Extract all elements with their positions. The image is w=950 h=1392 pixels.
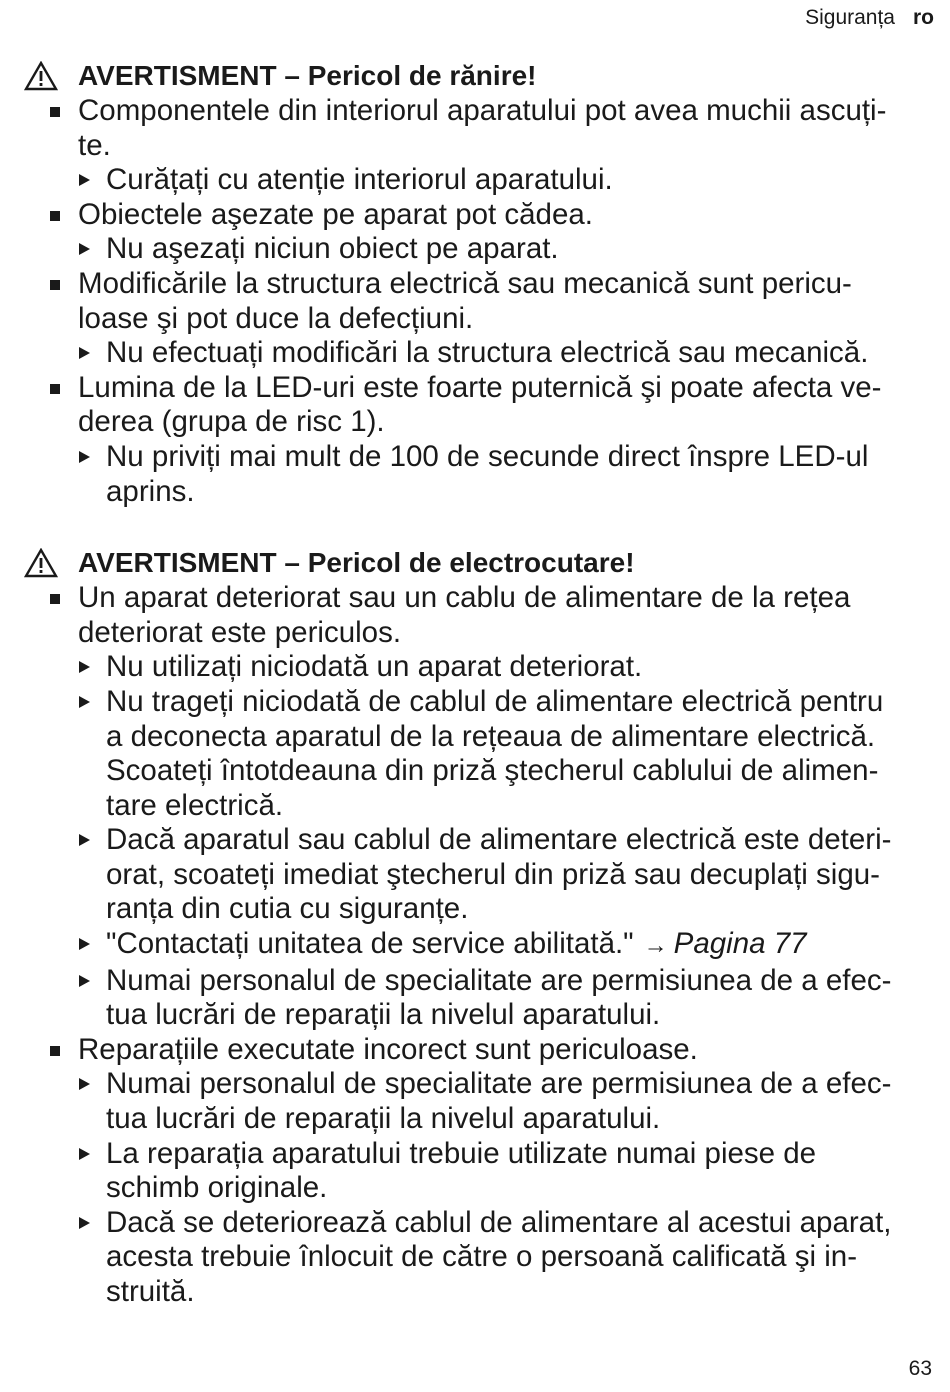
line-text: Componentele din interiorul aparatului pot avea muchii ascuți- (78, 94, 887, 127)
text-line (106, 1067, 937, 1102)
line-text: Nu utilizați niciodată un aparat deteriorat. (106, 650, 643, 684)
text-line (106, 163, 937, 198)
line-text: a deconecta aparatul de la rețeaua de alimentare electrică. (106, 719, 876, 753)
reference-arrow-icon: → (643, 932, 668, 960)
instruction-step-item (22, 650, 937, 685)
triangle-arrow-icon (79, 975, 90, 987)
square-bullet-icon (50, 107, 60, 117)
instruction-step-item (22, 163, 937, 198)
line-text: Curățați cu atenție interiorul aparatului. (106, 163, 613, 197)
line-text: tua lucrări de reparații la nivelul aparatului. (106, 1102, 661, 1136)
line-text: "Contactați unitatea de service abilitată." (106, 927, 634, 961)
square-bullet-icon (50, 1046, 60, 1056)
line-text: Lumina de la LED-uri este foarte puternică şi poate afecta ve- (78, 370, 882, 404)
text-line (78, 1033, 937, 1068)
text-line (106, 440, 937, 475)
text-line (78, 129, 937, 164)
square-bullet-icon (50, 384, 60, 394)
triangle-arrow-icon (79, 661, 90, 673)
square-bullet-icon (50, 280, 60, 290)
line-text: te. (78, 128, 111, 162)
text-line (78, 405, 937, 440)
text-line (106, 964, 937, 999)
line-text: Numai personalul de specialitate are permisiunea de a efec- (106, 963, 892, 997)
text-line (106, 754, 937, 789)
line-text: derea (grupa de risc 1). (78, 405, 385, 439)
triangle-arrow-icon (79, 938, 90, 950)
line-text: Dacă se deteriorează cablul de alimentare al acestui aparat, (106, 1205, 892, 1239)
text-line (106, 720, 937, 755)
text-line (78, 302, 937, 337)
line-text: orat, scoateți imediat ştecherul din priză sau decuplați sigu- (106, 857, 880, 891)
document-body (22, 58, 937, 1310)
instruction-step-item (22, 1067, 937, 1136)
text-line (78, 616, 937, 651)
triangle-arrow-icon (79, 834, 90, 846)
line-text: tua lucrări de reparații la nivelul aparatului. (106, 998, 661, 1032)
triangle-arrow-icon (79, 696, 90, 708)
page-reference-link[interactable]: Pagina 77 (673, 927, 807, 961)
text-line (106, 650, 937, 685)
text-line (106, 336, 937, 371)
line-text: aprins. (106, 474, 195, 508)
text-line (106, 232, 937, 267)
text-line (106, 1171, 937, 1206)
header-language-code: ro (913, 6, 934, 29)
text-line (106, 1240, 937, 1275)
triangle-arrow-icon (79, 1217, 90, 1229)
line-text: acesta trebuie înlocuit de către o persoană calificată şi in- (106, 1240, 858, 1274)
line-text: Reparațiile executate incorect sunt periculoase. (78, 1032, 698, 1066)
instruction-step-item (22, 1206, 937, 1310)
line-text: struită. (106, 1275, 195, 1308)
hazard-bullet-item (22, 94, 937, 163)
instruction-step-item (22, 823, 937, 927)
text-line (106, 1137, 937, 1172)
text-line (106, 892, 937, 927)
instruction-step-item (22, 440, 937, 509)
line-text: Numai personalul de specialitate are permisiunea de a efec- (106, 1067, 892, 1101)
text-line (78, 94, 937, 129)
instruction-step-item (22, 336, 937, 371)
line-text: La reparația aparatului trebuie utilizate numai piese de (106, 1136, 817, 1170)
text-line (106, 858, 937, 893)
hazard-bullet-item (22, 267, 937, 336)
text-line (78, 198, 937, 233)
line-text: Scoateți întotdeauna din priză ştecherul cablului de alimen- (106, 754, 879, 788)
line-text: Nu priviți mai mult de 100 de secunde direct înspre LED-ul (106, 439, 869, 473)
warning-heading (22, 58, 937, 94)
text-line (78, 581, 937, 616)
text-line (106, 998, 937, 1033)
text-line (106, 475, 937, 510)
line-text: Modificările la structura electrică sau mecanică sunt pericu- (78, 266, 852, 300)
text-line (106, 1206, 937, 1241)
line-text: ranța din cutia cu siguranțe. (106, 892, 469, 926)
hazard-bullet-item (22, 371, 937, 440)
warning-title: AVERTISMENT – Pericol de electrocutare! (78, 547, 635, 579)
text-line (106, 823, 937, 858)
triangle-arrow-icon (79, 174, 90, 186)
running-header (805, 6, 934, 30)
instruction-step-item (22, 927, 937, 964)
line-text: schimb originale. (106, 1171, 328, 1205)
text-line (106, 927, 937, 964)
line-text: Nu trageți niciodată de cablul de alimentare electrică pentru (106, 684, 884, 718)
triangle-arrow-icon (79, 243, 90, 255)
line-text: tare electrică. (106, 788, 284, 822)
hazard-bullet-item (22, 581, 937, 650)
header-section-title: Siguranța (805, 6, 895, 29)
section-spacer (22, 509, 937, 545)
line-text: loase şi pot duce la defecțiuni. (78, 301, 474, 335)
triangle-arrow-icon (79, 451, 90, 463)
triangle-arrow-icon (79, 1078, 90, 1090)
line-text: Nu aşezați niciun obiect pe aparat. (106, 232, 559, 266)
instruction-step-item (22, 685, 937, 823)
hazard-bullet-item (22, 198, 937, 233)
line-text: Dacă aparatul sau cablul de alimentare electrică este deteri- (106, 823, 892, 857)
line-text: Un aparat deteriorat sau un cablu de alimentare de la rețea (78, 581, 851, 615)
text-line (106, 1102, 937, 1137)
triangle-arrow-icon (79, 1148, 90, 1160)
warning-heading (22, 545, 937, 581)
text-line (106, 789, 937, 824)
text-line (106, 1275, 937, 1310)
square-bullet-icon (50, 594, 60, 604)
text-line (78, 267, 937, 302)
line-text: Nu efectuați modificări la structura electrică sau mecanică. (106, 336, 869, 370)
line-text: Obiectele aşezate pe aparat pot cădea. (78, 197, 593, 231)
square-bullet-icon (50, 211, 60, 221)
warning-title: AVERTISMENT – Pericol de rănire! (78, 60, 537, 91)
triangle-arrow-icon (79, 347, 90, 359)
page-number: 63 (908, 1357, 932, 1380)
hazard-bullet-item (22, 1033, 937, 1068)
text-line (106, 685, 937, 720)
line-text: deteriorat este periculos. (78, 615, 402, 649)
text-line (78, 371, 937, 406)
instruction-step-item (22, 1137, 937, 1206)
instruction-step-item (22, 964, 937, 1033)
instruction-step-item (22, 232, 937, 267)
